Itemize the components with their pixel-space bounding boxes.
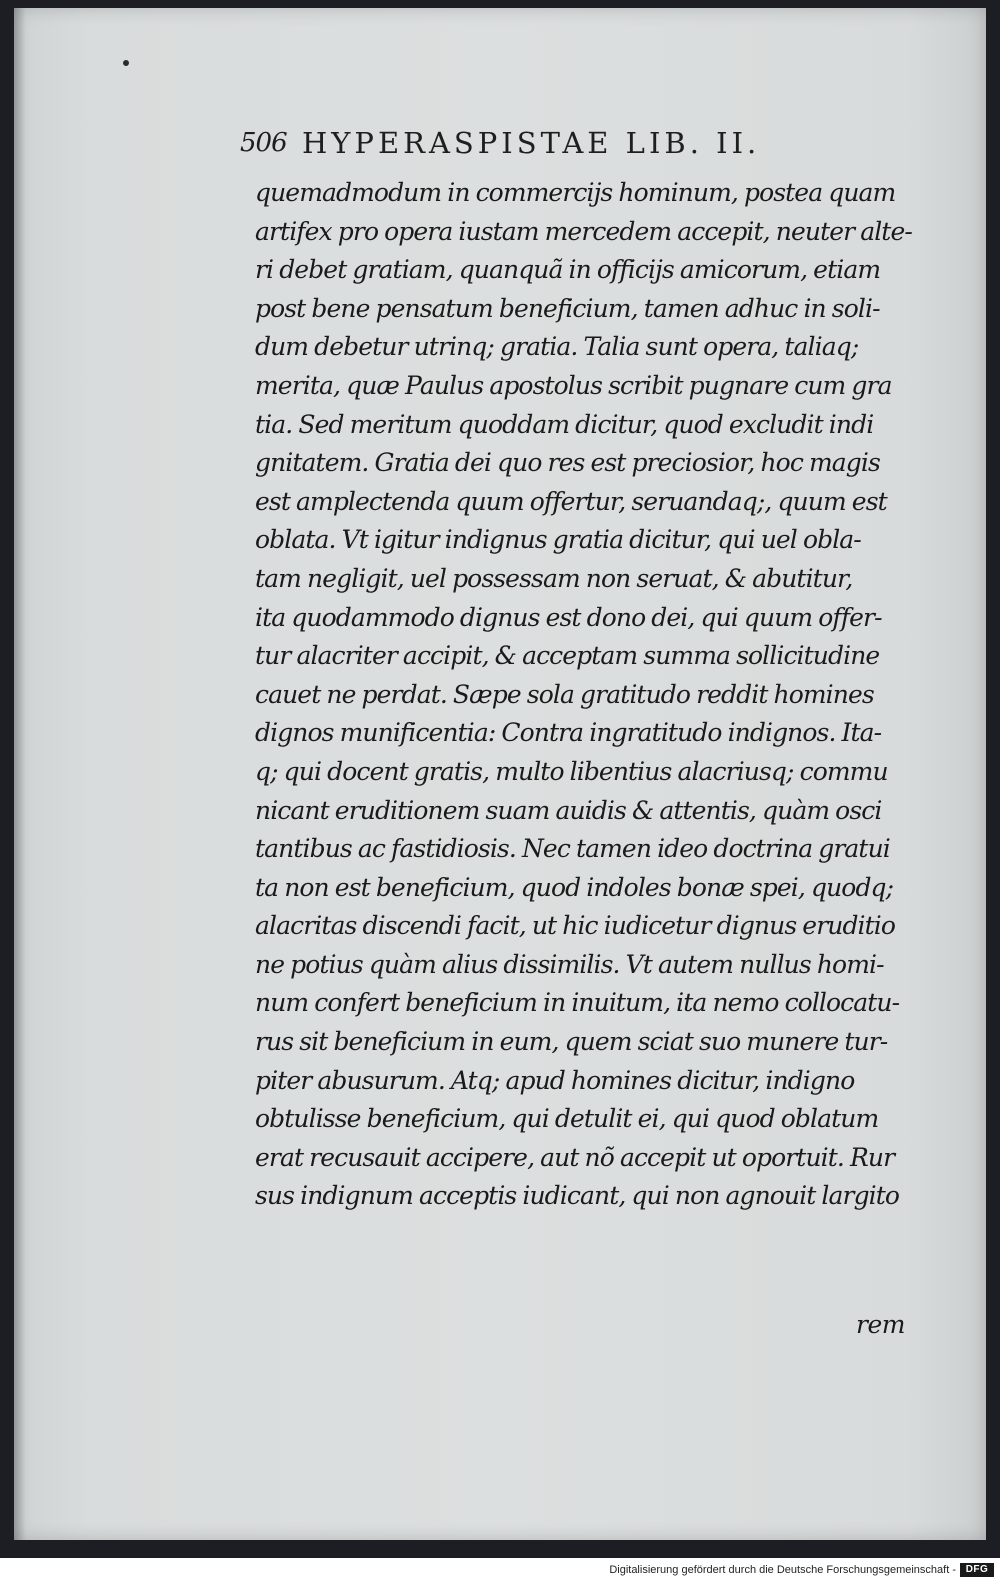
text-line: est amplectenda quum offertur, seruandaq;, quum est <box>255 486 887 516</box>
text-line: ri debet gratiam, quanquã in officijs amicorum, etiam <box>255 255 881 285</box>
text-line: post bene pensatum beneficium, tamen adhuc in soli- <box>255 293 880 323</box>
text-line: gnitatem. Gratia dei quo res est preciosior, hoc magis <box>255 448 880 478</box>
text-line: merita, quæ Paulus apostolus scribit pugnare cum gra <box>255 370 892 400</box>
text-line: sus indignum acceptis iudicant, qui non agnouit largito <box>255 1181 900 1211</box>
dfg-logo: DFG <box>960 1563 994 1577</box>
text-line: alacritas discendi facit, ut hic iudicetur dignus eruditio <box>255 911 896 941</box>
text-line: tia. Sed meritum quoddam dicitur, quod excludit indi <box>255 409 874 439</box>
body-text <box>255 174 935 1216</box>
footer-bar <box>0 1558 1000 1583</box>
catchword: rem <box>856 1310 905 1339</box>
page-number: 506 <box>240 128 287 158</box>
text-line: tam negligit, uel possessam non seruat, & abutitur, <box>255 563 853 593</box>
running-title: HYPERASPISTAE LIB. II. <box>302 126 761 160</box>
text-line: rus sit beneficium in eum, quem sciat suo munere tur- <box>255 1027 888 1057</box>
text-line: artifex pro opera iustam mercedem accepit, neuter alte- <box>255 216 912 246</box>
text-line: dignos munificentia: Contra ingratitudo indignos. Ita- <box>255 718 882 748</box>
text-line: dum debetur utrinq; gratia. Talia sunt opera, taliaq; <box>255 332 859 362</box>
text-line: ne potius quàm alius dissimilis. Vt autem nullus homi- <box>255 949 884 979</box>
text-line: tantibus ac fastidiosis. Nec tamen ideo doctrina gratui <box>255 834 890 864</box>
text-line: quemadmodum in commercijs hominum, postea quam <box>255 178 896 207</box>
text-line: ta non est beneficium, quod indoles bonæ spei, quodq; <box>255 872 894 902</box>
text-line: piter abusurum. Atq; apud homines dicitur, indigno <box>255 1065 855 1095</box>
text-line: num confert beneficium in inuitum, ita nemo collocatu- <box>255 988 900 1018</box>
ink-speck <box>123 60 129 66</box>
page-gutter-shadow <box>14 8 26 1540</box>
text-line: obtulisse beneficium, qui detulit ei, qui quod oblatum <box>255 1104 879 1134</box>
text-line: ita quodammodo dignus est dono dei, qui quum offer- <box>255 602 882 632</box>
text-line: cauet ne perdat. Sæpe sola gratitudo reddit homines <box>255 679 874 709</box>
page-header <box>240 122 890 166</box>
funding-credit: Digitalisierung gefördert durch die Deutsche Forschungsgemeinschaft - <box>609 1564 956 1576</box>
text-line: nicant eruditionem suam auidis & attentis, quàm osci <box>255 795 882 825</box>
text-line: erat recusauit accipere, aut nõ accepit ut oportuit. Rur <box>255 1142 895 1172</box>
text-line: tur alacriter accipit, & acceptam summa sollicitudine <box>255 641 880 671</box>
text-line: q; qui docent gratis, multo libentius alacriusq; commu <box>255 756 888 786</box>
text-line: oblata. Vt igitur indignus gratia dicitur, qui uel obla- <box>255 525 861 555</box>
